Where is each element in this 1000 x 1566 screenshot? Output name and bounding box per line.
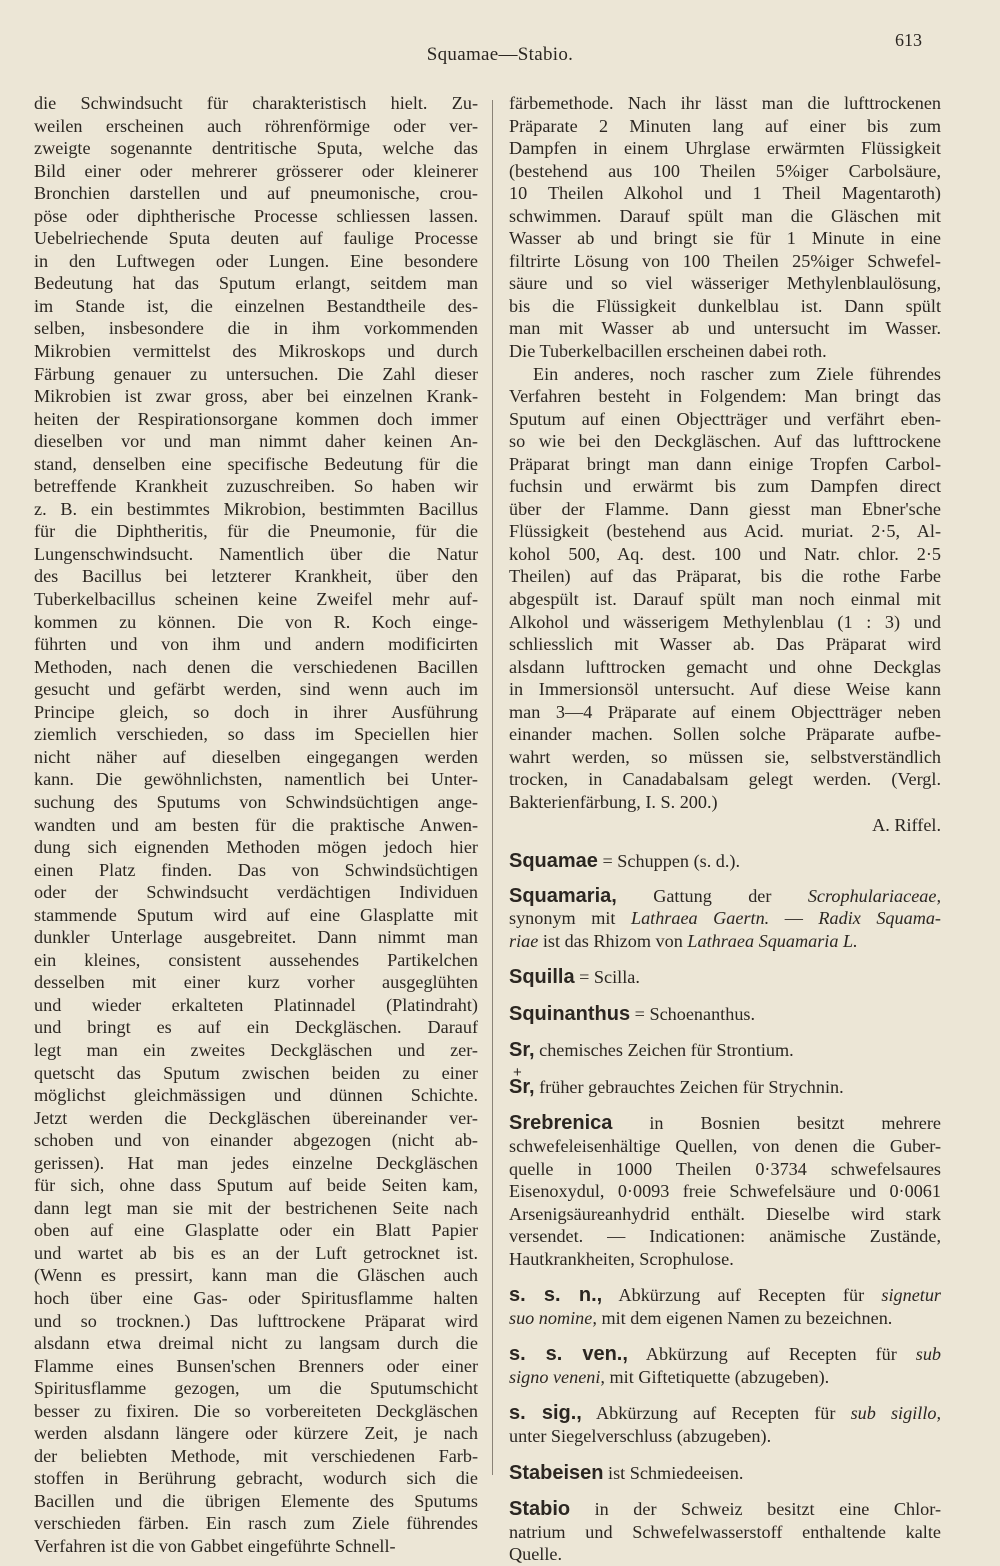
text-line: oben auf eine Glasplatte oder ein Blatt Papier [34,1220,478,1241]
text-line: filtrirte Lösung von 100 Theilen 25%iger Schwefel- [509,250,941,271]
text-line: Flamme eines Bunsen'schen Brenners oder einer [34,1355,478,1376]
article-continuation [509,92,941,814]
text-line: einander machen. Sollen solche Präparate aufbe- [509,724,941,745]
text-line: Alkohol und wässerigem Methylenblau (1 : 3) und [509,611,941,632]
headword: Sr, [509,1075,535,1098]
text-line: 10 Theilen Alkohol und 1 Theil Magentaroth) [509,183,941,204]
text-line: so wie bei den Deckgläschen. Auf das lufttrockene [509,431,941,452]
text-line: über der Flamme. Dann giesst man Ebner'sche [509,498,941,519]
text-line: der beliebten Methode, mit verschiedenen Farb- [34,1445,478,1466]
text-line: stammende Sputum wird auf eine Glasplatte mit [34,904,478,925]
page-number: 613 [895,30,922,50]
text-line: Mikrobien ist zwar gross, aber bei einzelnen Krank- [34,386,478,407]
entry-squamae: Squamae = Schuppen (s. d.). [509,850,741,873]
headword: Srebrenica [509,1112,613,1135]
text-line: Bronchien darstellen und auf pneumonische, crou- [34,183,478,204]
text-line: schliesslich mit Wasser ab. Das Präparat wird [509,634,941,655]
text-line: Wasser ab und bringt sie für 1 Minute in eine [509,228,941,249]
headword: Squinanthus [509,1002,631,1025]
headword: Stabeisen [509,1461,604,1484]
text-line: des Bacillus bei letzterer Krankheit, über den [34,566,478,587]
text-line: dann legt man sie mit der bestrichenen Seite nach [34,1197,478,1218]
text-line: Theilen) auf das Präparat, bis die rothe Farbe [509,566,941,587]
text-line: heiten der Respirationsorgane kommen doch immer [34,408,478,429]
text-line: Tuberkelbacillus scheinen keine Zweifel mehr auf- [34,589,478,610]
text-line: wandten und am besten für die praktische Anwen- [34,814,478,835]
entry-squilla: Squilla = Scilla. [509,966,640,989]
text-line: Färbung genauer zu untersuchen. Die Zahl dieser [34,363,478,384]
text-line: Die Tuberkelbacillen erscheinen dabei roth. [509,341,827,362]
text-line: die Schwindsucht für charakteristisch hielt. Zu- [34,93,478,113]
text-line: z. B. ein bestimmtes Mikrobion, bestimmten Bacillus [34,498,478,519]
text-line: (Wenn es pressirt, kann man die Gläschen auch [34,1265,478,1286]
text-line: und so trocknen.) Das lufttrockene Präparat wird [34,1310,478,1331]
text-line: Dampfen in einem Uhrglase erwärmten Flüssigkeit [509,138,941,159]
text-line: stoffen in Berührung gebracht, wodurch sich die [34,1468,478,1489]
text-line: trocken, in Canadabalsam gelegt werden. (Vergl. [509,769,941,790]
text-line: gerissen). Hat man jedes einzelne Deckgläschen [34,1152,478,1173]
text-line: alsdann etwa dreimal nicht zu langsam durch die [34,1333,478,1354]
entry-stabio: Stabio in der Schweiz besitzt eine Chlor- natrium und Schwefelwasserstoff enthaltende kalte Quelle. [509,1498,941,1565]
text-line: im Stande ist, die einzelnen Bestandtheile des- [34,295,478,316]
text-line: bis die Flüssigkeit dunkelblau ist. Dann spült [509,295,941,316]
text-line: Methoden, nach denen die verschiedenen Bacillen [34,656,478,677]
text-line: Ein anderes, noch rascher zum Ziele führendes [533,363,941,384]
text-line: man 3—4 Präparate auf einem Objectträger neben [509,701,941,722]
text-line: quetscht das Sputum zwischen beiden zu einer [34,1062,478,1083]
headword: Squilla [509,966,575,989]
left-column [34,92,478,1558]
text-line: und bringt es auf ein Deckgläschen. Darauf [34,1017,478,1038]
text-line: für die Diphtheritis, für die Pneumonie, für die [34,521,478,542]
text-line: pöse oder diphtherische Processe schliessen lassen. [34,205,478,226]
text-line: Jetzt werden die Deckgläschen übereinander ver- [34,1107,478,1128]
text-line: dieselben vor und man nimmt daher keinen An- [34,431,478,452]
text-line: selben, insbesondere die in ihm vorkommenden [34,318,478,339]
entry-ssven: s. s. ven., Abkürzung auf Recepten für sub signo veneni, mit Giftetiquette (abzugeben). [509,1343,941,1387]
text-line: verschieden färben. Ein rasch zum Ziele führendes [34,1513,478,1534]
text-line: kommen zu können. Die von R. Koch einge- [34,611,478,632]
text-line: suchung des Sputums von Schwindsüchtigen ange- [34,791,478,812]
headword: Squamae [509,850,598,873]
text-line: legt man ein zweites Deckgläschen und zer- [34,1039,478,1060]
headword: s. sig., [509,1402,582,1425]
text-line: oder der Schwindsucht verdächtigen Individuen [34,882,478,903]
headword: Sr, [509,1039,535,1062]
text-line: dung sich eignenden Methoden mögen jedoch hier [34,837,478,858]
text-line: Bedeutung hat das Sputum erlangt, seitdem man [34,273,478,294]
text-line: schoben und von einander abgezogen (nicht ab- [34,1130,478,1151]
text-line: weilen erscheinen auch röhrenförmige oder ver- [34,115,478,136]
headword: Squamaria, [509,884,617,907]
text-line: und wieder erkalteten Platinnadel (Platindraht) [34,994,478,1015]
text-line: nicht näher auf dieselben eingegangen werden [34,746,478,767]
text-line: Bild einer oder mehrerer grösserer oder kleinerer [34,160,478,181]
column-divider [492,100,493,1475]
text-line: Präparate 2 Minuten lang auf einer bis zum [509,115,941,136]
text-line: Bakterienfärbung, I. S. 200.) [509,791,718,812]
text-line: ein kleines, consistent aussehendes Partikelchen [34,949,478,970]
text-line: Bacillen und die übrigen Elemente des Sputums [34,1490,478,1511]
text-line: kann. Die gewöhnlichsten, namentlich bei Unter- [34,769,478,790]
right-column [509,92,941,1566]
text-line: gesucht und gefärbt werden, sind wenn auch im [34,679,478,700]
plus-mark: + [513,1063,522,1081]
text-line: Verfahren besteht in Folgendem: Man bringt das [509,386,941,407]
entry-sr: Sr, chemisches Zeichen für Strontium. [509,1039,794,1062]
entry-ssig: s. sig., Abkürzung auf Recepten für sub sigillo, unter Siegelverschluss (abzugeben). [509,1402,941,1446]
text-line: Principe gleich, so doch in ihrer Ausführung [34,701,478,722]
text-line: für sich, ohne dass Sputum auf beide Seiten kam, [34,1175,478,1196]
text-line: in Immersionsöl untersucht. Auf diese Weise kann [509,679,941,700]
text-line: fuchsin und erwärmt bis zum Dampfen direct [509,476,941,497]
headword: s. s. ven., [509,1343,628,1366]
text-line: Sputum auf einen Objectträger und verfährt eben- [509,408,941,429]
text-line: stand, denselben eine specifische Bedeutung für die [34,453,478,474]
text-line: abgespült ist. Darauf spült man noch einmal mit [509,589,941,610]
text-line: (bestehend aus 100 Theilen 5%iger Carbolsäure, [509,160,941,181]
text-line: säure und so viel wässeriger Methylenblaulösung, [509,273,941,294]
text-line: Präparat bringt man dann einige Tropfen Carbol- [509,453,941,474]
text-line: Flüssigkeit (bestehend aus Acid. muriat. 2·5, Al- [509,521,941,542]
text-line: Uebelriechende Sputa deuten auf faulige Processe [34,228,478,249]
entry-stabeisen: Stabeisen ist Schmiedeeisen. [509,1461,744,1484]
headword: Stabio [509,1498,571,1521]
entry-srebrenica: Srebrenica in Bosnien besitzt mehrere schwefeleisenhältige Quellen, von denen die Guber- quelle in 1000 Theilen 0·3734 schwefelsaures Eisenoxydul, 0·0093 freie Schwefelsäure und 0·0061 Arsenigsäureanhydrid enthält. Dieselbe wird stark versendet. — Indicationen: anämische Zustände, Hautkrankheiten, Scrophulose. [509,1112,941,1269]
entry-sr-plus: + Sr, früher gebrauchtes Zeichen für Strychnin. [509,1063,844,1098]
text-line: färbemethode. Nach ihr lässt man die lufttrockenen [509,93,941,113]
entry-ssn: s. s. n., Abkürzung auf Recepten für signetur suo nomine, mit dem eigenen Namen zu bezeichnen. [509,1284,941,1328]
text-line: werden alsdann längere oder kürzere Zeit, je nach [34,1423,478,1444]
text-line: und wartet ab bis es an der Luft getrocknet ist. [34,1242,478,1263]
text-line: schwimmen. Darauf spült man die Gläschen mit [509,205,941,226]
text-line: dunkler Unterlage ausgebreitet. Dann nimmt man [34,927,478,948]
text-line: wahrt werden, so müssen sie, selbstverständlich [509,746,941,767]
running-title: Squamae—Stabio. [426,44,574,65]
text-line: führten und von ihm und andern modificirten [34,634,478,655]
text-line: betreffende Krankheit zuzuschreiben. So haben wir [34,476,478,497]
text-line: besser zu fixiren. Die so vorbereiteten Deckgläschen [34,1400,478,1421]
text-line: hoch über eine Gas- oder Spiritusflamme halten [34,1287,478,1308]
entry-squamaria: Squamaria, Gattung der Scrophulariaceae, synonym mit Lathraea Gaertn. — Radix Squama- riae ist das Rhizom von Lathraea Squamaria L. [509,884,941,951]
text-line: zweigte sogenannte dentritische Sputa, welche das [34,138,478,159]
text-line: in den Luftwegen oder Lungen. Eine besondere [34,250,478,271]
text-line: Mikrobien vermittelst des Mikroskops und durch [34,341,478,362]
text-line: ziemlich verschieden, so dass im Speciellen hier [34,724,478,745]
text-line: Lungenschwindsucht. Namentlich über die Natur [34,543,478,564]
entry-squinanthus: Squinanthus = Schoenanthus. [509,1002,756,1025]
text-line: Spiritusflamme gezogen, um die Sputumschicht [34,1378,478,1399]
text-line: kohol 500, Aq. dest. 100 und Natr. chlor. 2·5 [509,543,941,564]
headword: s. s. n., [509,1284,603,1307]
text-line: man mit Wasser ab und untersucht im Wasser. [509,318,941,339]
text-line: Verfahren ist die von Gabbet eingeführte Schnell- [34,1536,396,1556]
text-line: möglichst gleichmässigen und dünnen Schichte. [34,1085,478,1106]
text-line: desselben mit einer kurz vorher ausgeglühten [34,972,478,993]
text-line: alsdann lufttrocken gemacht und ohne Deckglas [509,656,941,677]
author-signature: A. Riffel. [872,814,941,835]
text-line: einen Platz finden. Das von Schwindsüchtigen [34,859,478,880]
